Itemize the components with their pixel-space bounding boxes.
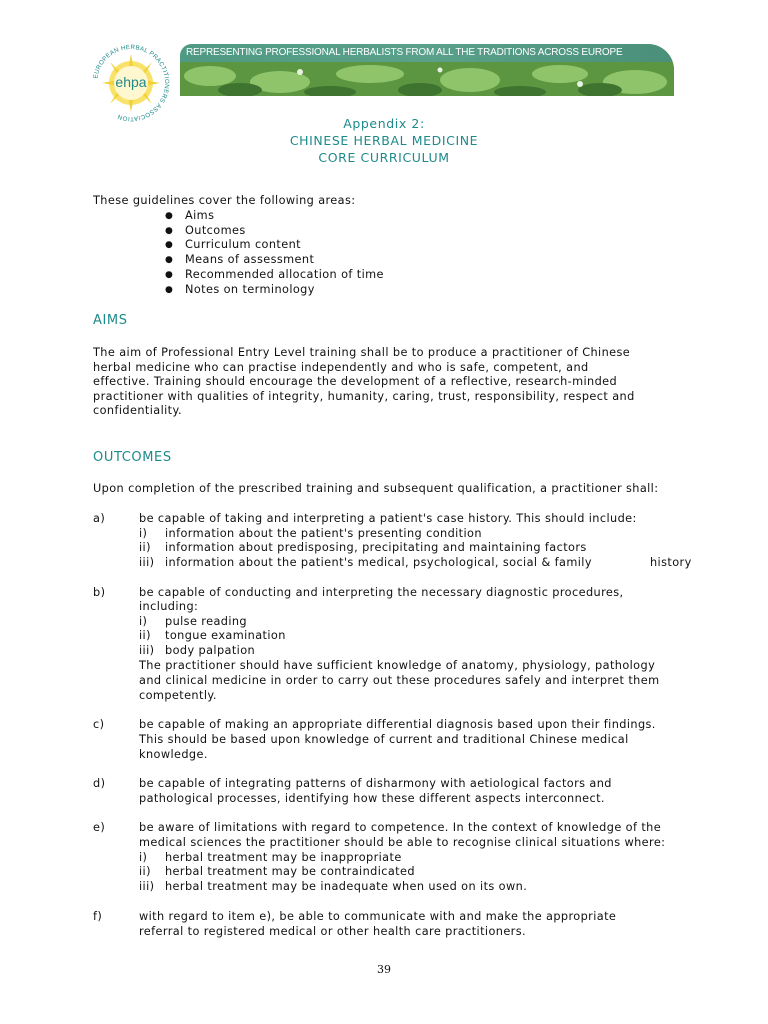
page-number: 39 <box>377 963 391 976</box>
ehpa-logo <box>88 40 174 126</box>
svg-text:EUROPEAN HERBAL PRACTITIONERS: EUROPEAN HERBAL PRACTITIONERS ASSOCIATION <box>92 43 171 123</box>
item-label: e) <box>93 821 106 834</box>
sub-text: information about the patient's presenting condition <box>165 527 482 540</box>
item-text: This should be based upon knowledge of current and traditional Chinese medical <box>139 733 629 746</box>
item-text: medical sciences the practitioner should be able to recognise clinical situations where: <box>139 836 666 849</box>
item-text: competently. <box>139 689 217 702</box>
aims-line: confidentiality. <box>93 404 182 417</box>
foliage-image <box>180 62 674 96</box>
list-item: Recommended allocation of time <box>185 268 384 281</box>
document-subtitle: CORE CURRICULUM <box>318 150 450 165</box>
outcomes-lead: Upon completion of the prescribed training and subsequent qualification, a practitioner shall: <box>93 482 659 495</box>
page-header <box>88 40 678 123</box>
list-item: Curriculum content <box>185 238 301 251</box>
header-banner <box>180 44 674 96</box>
item-text: pathological processes, identifying how these different aspects interconnect. <box>139 792 605 805</box>
bullet-icon: ● <box>165 285 173 295</box>
item-text: be aware of limitations with regard to competence. In the context of knowledge of the <box>139 821 662 834</box>
sub-text: information about predisposing, precipitating and maintaining factors <box>165 541 587 554</box>
sub-text: body palpation <box>165 644 256 657</box>
sub-text: information about the patient's medical, psychological, social & family <box>165 556 592 569</box>
list-item: Outcomes <box>185 224 246 237</box>
aims-heading: AIMS <box>93 313 128 328</box>
item-label: c) <box>93 718 105 731</box>
list-item: Notes on terminology <box>185 283 315 296</box>
sub-label: iii) <box>139 556 155 569</box>
sub-label: iii) <box>139 644 155 657</box>
banner-text: REPRESENTING PROFESSIONAL HERBALISTS FROM ALL THE TRADITIONS ACROSS EUROPE <box>186 47 623 58</box>
aims-line: effective. Training should encourage the development of a reflective, research-minded <box>93 375 618 388</box>
sub-text: herbal treatment may be contraindicated <box>165 865 415 878</box>
appendix-title: Appendix 2: <box>343 116 425 131</box>
item-text: be capable of taking and interpreting a patient's case history. This should include: <box>139 512 637 525</box>
item-label: d) <box>93 777 106 790</box>
sub-text: herbal treatment may be inappropriate <box>165 851 402 864</box>
item-label: b) <box>93 586 106 599</box>
aims-line: The aim of Professional Entry Level training shall be to produce a practitioner of Chinese <box>93 346 631 359</box>
sub-label: ii) <box>139 865 151 878</box>
aims-line: herbal medicine who can practise independently and who is safe, competent, and <box>93 361 589 374</box>
item-text: The practitioner should have sufficient knowledge of anatomy, physiology, pathology <box>139 659 656 672</box>
sub-label: ii) <box>139 541 151 554</box>
sub-text: tongue examination <box>165 629 286 642</box>
bullet-icon: ● <box>165 240 173 250</box>
svg-text:ehpa: ehpa <box>115 74 147 90</box>
list-item: Means of assessment <box>185 253 315 266</box>
bullet-icon: ● <box>165 270 173 280</box>
intro-lead: These guidelines cover the following areas: <box>93 194 356 207</box>
item-text: referral to registered medical or other health care practitioners. <box>139 925 526 938</box>
bullet-icon: ● <box>165 255 173 265</box>
aims-line: practitioner with qualities of integrity, humanity, caring, trust, responsibility, respect and <box>93 390 635 403</box>
bullet-icon: ● <box>165 211 173 221</box>
sub-label: i) <box>139 527 148 540</box>
sub-text: pulse reading <box>165 615 248 628</box>
item-text: including: <box>139 600 199 613</box>
bullet-icon: ● <box>165 226 173 236</box>
sub-text-trail: history <box>650 556 692 569</box>
sub-label: i) <box>139 851 148 864</box>
sub-text: herbal treatment may be inadequate when used on its own. <box>165 880 528 893</box>
item-text: be capable of integrating patterns of disharmony with aetiological factors and <box>139 777 612 790</box>
item-text: knowledge. <box>139 748 208 761</box>
item-text: be capable of making an appropriate differential diagnosis based upon their findings. <box>139 718 656 731</box>
item-label: a) <box>93 512 106 525</box>
sub-label: ii) <box>139 629 151 642</box>
item-text: be capable of conducting and interpreting the necessary diagnostic procedures, <box>139 586 624 599</box>
item-text: with regard to item e), be able to communicate with and make the appropriate <box>139 910 617 923</box>
sub-label: iii) <box>139 880 155 893</box>
document-title: CHINESE HERBAL MEDICINE <box>289 133 479 148</box>
sub-label: i) <box>139 615 148 628</box>
item-label: f) <box>93 910 103 923</box>
list-item: Aims <box>185 209 215 222</box>
outcomes-heading: OUTCOMES <box>93 450 172 465</box>
item-text: and clinical medicine in order to carry out these procedures safely and interpret them <box>139 674 660 687</box>
